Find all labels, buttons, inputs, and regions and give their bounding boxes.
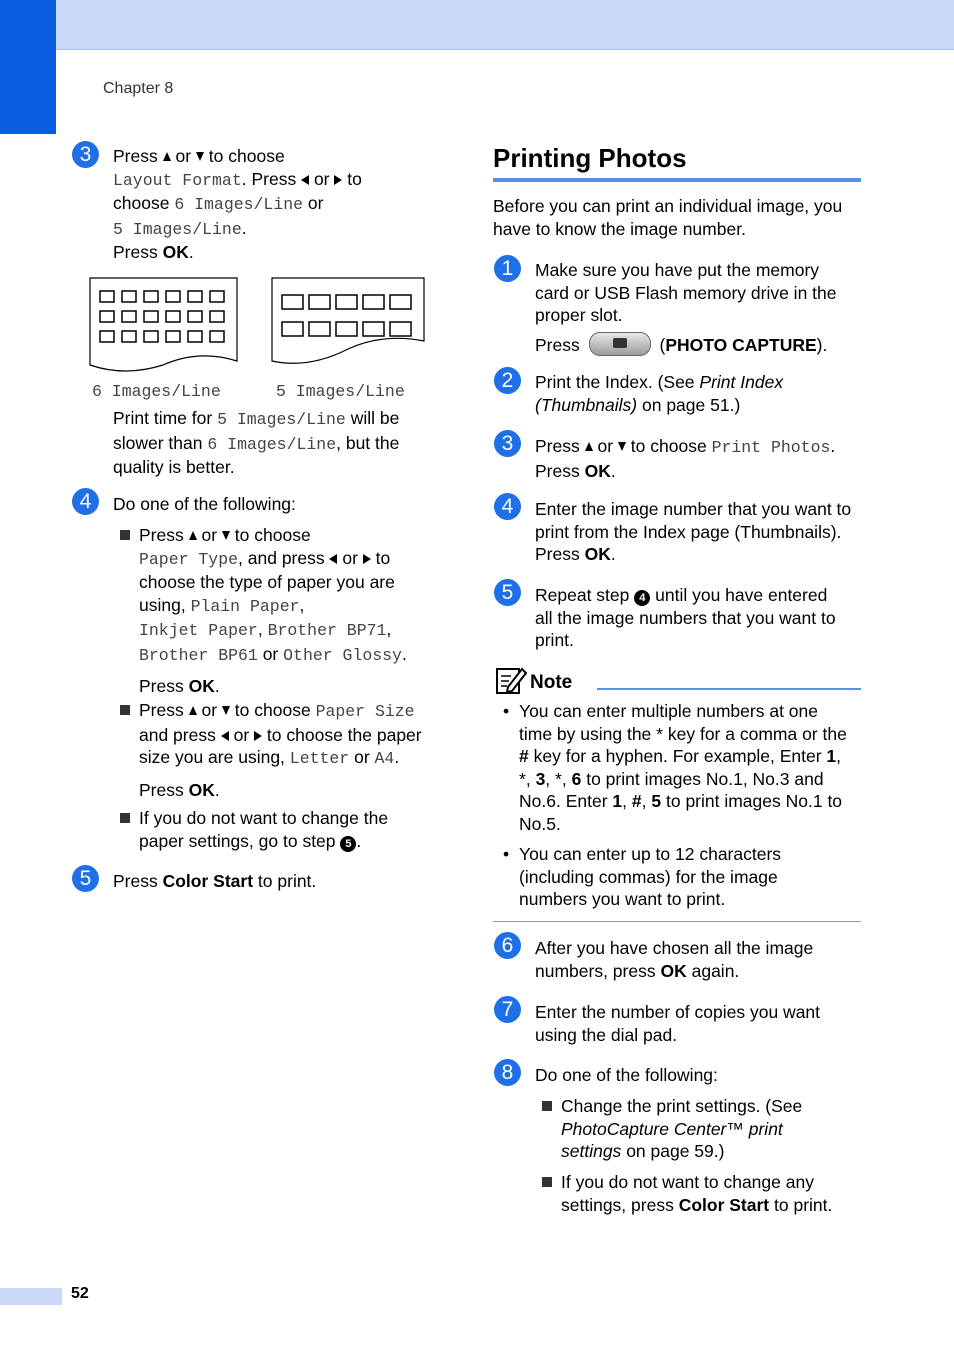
step-4-bullet-1: Press or to choose Paper Type, and press or to choose the type of paper you are using, Plain Paper, Inkjet Paper, Brother BP71, Brother BP61 or Other Glossy. Press OK. bbox=[139, 524, 449, 698]
figure-label-6: 6 Images/Line bbox=[92, 382, 221, 401]
page-number: 52 bbox=[71, 1285, 89, 1302]
step-7-text: Enter the number of copies you want using the dial pad. bbox=[535, 1002, 821, 1045]
step-badge-5: 5 bbox=[72, 865, 99, 892]
step-badge-4-right: 4 bbox=[494, 493, 521, 520]
up-arrow-icon bbox=[163, 152, 171, 161]
right-arrow-icon bbox=[363, 554, 371, 564]
step-8-bullet-2: If you do not want to change any settings, press Color Start to print. bbox=[561, 1171, 861, 1216]
step-badge-1: 1 bbox=[494, 255, 521, 282]
step-4-bullet-2: Press or to choose Paper Size and press or to choose the paper size you are using, Letter or A4. Press OK. bbox=[139, 699, 449, 801]
step-3-text: Press or to choose Layout Format. Press or to choose 6 Images/Line or 5 Images/Line. Press OK. bbox=[113, 146, 362, 262]
bullet-square-icon bbox=[120, 530, 130, 540]
step-badge-7: 7 bbox=[494, 996, 521, 1023]
note-title: Note bbox=[530, 672, 573, 693]
left-arrow-icon bbox=[329, 554, 337, 564]
up-arrow-icon bbox=[189, 531, 197, 540]
bullet-square-icon bbox=[542, 1101, 552, 1111]
step-5-right-text: Repeat step 4 until you have entered all the image numbers that you want to print. bbox=[535, 585, 836, 650]
step-badge-4: 4 bbox=[72, 488, 99, 515]
step-ref-4: 4 bbox=[634, 590, 650, 606]
step-2-text: Print the Index. (See Print Index (Thumbnails) on page 51.) bbox=[535, 372, 784, 415]
down-arrow-icon bbox=[222, 706, 230, 715]
note-rule bbox=[597, 688, 861, 690]
left-arrow-icon bbox=[221, 731, 229, 741]
photo-capture-button-icon bbox=[589, 332, 651, 356]
five-images-layout-figure bbox=[271, 277, 426, 375]
figure-label-5: 5 Images/Line bbox=[276, 382, 405, 401]
chapter-tab bbox=[0, 0, 56, 134]
right-arrow-icon bbox=[334, 175, 342, 185]
print-time-text: Print time for 5 Images/Line will be slower than 6 Images/Line, but the quality is better. bbox=[113, 408, 400, 477]
note-bullet-1: • You can enter multiple numbers at one time by using the * key for a comma or the # key for a hyphen. For example, Enter 1, *, 3, *, 6 to print images No.1, No.3 and No.6. Enter 1, #, 5 to print images No.1 to No.5. bbox=[503, 701, 847, 834]
section-title: Printing Photos bbox=[493, 143, 687, 173]
step-badge-2: 2 bbox=[494, 367, 521, 394]
chapter-label: Chapter 8 bbox=[103, 80, 174, 97]
step-4-bullet-3: If you do not want to change the paper settings, go to step 5 . bbox=[139, 807, 449, 852]
step-badge-8: 8 bbox=[494, 1059, 521, 1086]
step-8-text: Do one of the following: bbox=[535, 1065, 718, 1085]
up-arrow-icon bbox=[189, 706, 197, 715]
down-arrow-icon bbox=[222, 531, 230, 540]
note-pencil-icon bbox=[495, 665, 527, 695]
step-5-text: Press Color Start to print. bbox=[113, 871, 317, 891]
step-4-text: Do one of the following: bbox=[113, 494, 296, 514]
up-arrow-icon bbox=[585, 442, 593, 451]
six-images-layout-figure bbox=[89, 277, 239, 375]
down-arrow-icon bbox=[196, 152, 204, 161]
left-arrow-icon bbox=[301, 175, 309, 185]
step-badge-5-right: 5 bbox=[494, 579, 521, 606]
step-1-text: Make sure you have put the memory card or USB Flash memory drive in the proper slot. Press (PHOTO CAPTURE). bbox=[535, 260, 837, 355]
step-6-text: After you have chosen all the image numbers, press OK again. bbox=[535, 938, 814, 981]
intro-text: Before you can print an individual image, you have to know the image number. bbox=[493, 196, 843, 239]
step-badge-6: 6 bbox=[494, 932, 521, 959]
step-ref-5: 5 bbox=[340, 836, 356, 852]
down-arrow-icon bbox=[618, 442, 626, 451]
step-badge-3: 3 bbox=[72, 141, 99, 168]
title-rule bbox=[493, 178, 861, 182]
bullet-square-icon bbox=[542, 1177, 552, 1187]
bullet-square-icon bbox=[120, 705, 130, 715]
step-4-right-text: Enter the image number that you want to print from the Index page (Thumbnails). Press OK. bbox=[535, 499, 852, 564]
step-8-bullet-1: Change the print settings. (See PhotoCapture Center™ print settings on page 59.) bbox=[561, 1095, 861, 1163]
step-3-right-text: Press or to choose Print Photos. Press OK. bbox=[535, 436, 836, 481]
bullet-square-icon bbox=[120, 813, 130, 823]
step-badge-3-right: 3 bbox=[494, 430, 521, 457]
note-bottom-rule bbox=[493, 921, 861, 922]
page-number-box bbox=[0, 1288, 62, 1305]
right-arrow-icon bbox=[254, 731, 262, 741]
note-bullet-2: • You can enter up to 12 characters (including commas) for the image numbers you want to print. bbox=[503, 844, 782, 909]
header-bar bbox=[56, 0, 954, 50]
